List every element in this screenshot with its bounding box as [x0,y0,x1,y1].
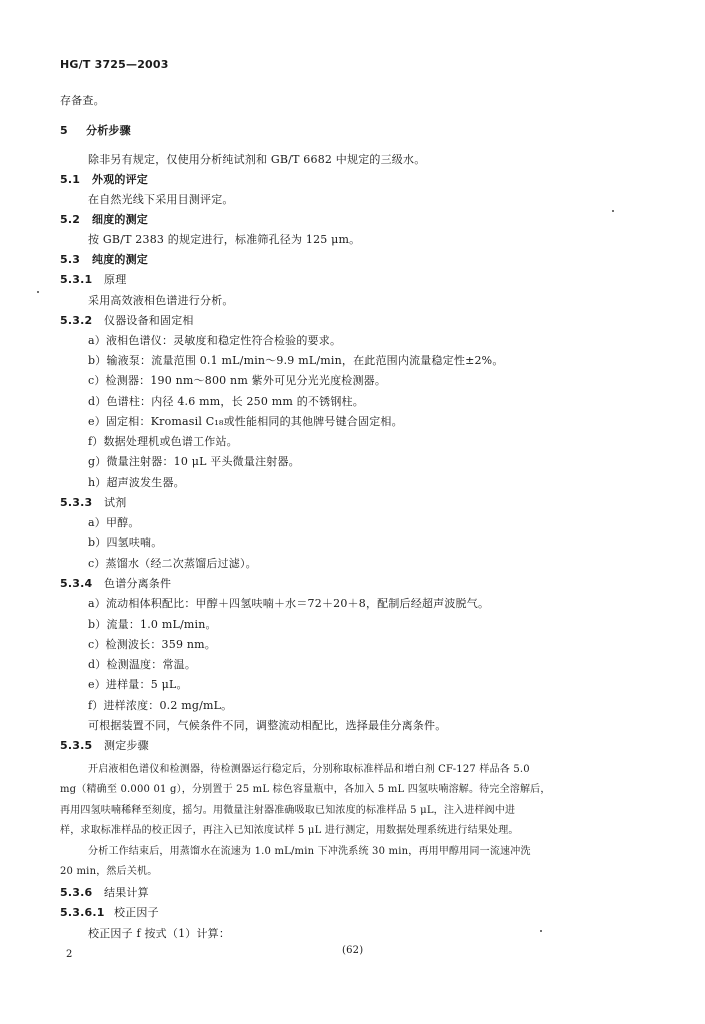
text-line: 20 min，然后关机。 [60,866,158,877]
list-item: h）超声波发生器。 [88,476,185,489]
list-item: a）甲醇。 [88,516,140,529]
list-item: b）四氢呋喃。 [88,536,163,549]
text-line: 再用四氢呋喃稀释至刻度，摇匀。用微量注射器准确吸取已知浓度的标准样品 5 μL，注入进样阀中进 [60,805,516,816]
section-title: 测定步骤 [104,739,149,752]
section-heading-5-3-2 [60,314,194,328]
scan-speck [540,930,542,932]
list-item: c）检测器：190 nm～800 nm 紫外可见分光光度检测器。 [88,374,387,387]
list-item: b）输液泵：流量范围 0.1 mL/min～9.9 mL/min，在此范围内流量稳定性±2%。 [88,354,504,367]
page-number: 2 [66,949,73,960]
text-line: mg（精确至 0.000 01 g），分别置于 25 mL 棕色容量瓶中，各加入 5 mL 四氢呋喃溶解。待完全溶解后， [60,784,551,795]
section-heading-5 [60,124,131,138]
section-heading-5-3-3 [60,496,126,510]
list-item: d）色谱柱：内径 4.6 mm，长 250 mm 的不锈钢柱。 [88,395,364,408]
text-line: 可根据装置不同，气候条件不同，调整流动相配比，选择最佳分离条件。 [88,719,447,732]
section-number: 5.3 [60,253,81,266]
text-line: 存备查。 [60,94,105,107]
list-item: b）流量：1.0 mL/min。 [88,618,217,631]
section-title: 分析步骤 [86,124,131,137]
text-line: 除非另有规定，仅使用分析纯试剂和 GB/T 6682 中规定的三级水。 [88,153,426,166]
list-item: f）数据处理机或色谱工作站。 [88,435,238,448]
section-title: 色谱分离条件 [104,577,172,590]
text-line: 开启液相色谱仪和检测器，待检测器运行稳定后，分别称取标准样品和增白剂 CF-127 样品各 5.0 [88,764,530,775]
section-heading-5-3-6-1 [60,906,159,920]
list-item: e）固定相：Kromasil C₁₈或性能相同的其他牌号键合固定相。 [88,415,403,428]
list-item: d）检测温度：常温。 [88,658,197,671]
scan-speck [37,291,39,293]
text-line: 在自然光线下采用目测评定。 [88,193,234,206]
section-number: 5.3.2 [60,314,93,327]
section-heading-5-3-6 [60,886,149,900]
list-item: c）检测波长：359 nm。 [88,638,216,651]
section-number: 5.3.6 [60,886,93,899]
text-line: 样，求取标准样品的校正因子，再注入已知浓度试样 5 μL 进行测定，用数据处理系统进行结果处理。 [60,825,519,836]
section-heading-5-2 [60,213,148,227]
section-number: 5.3.3 [60,496,93,509]
text-line: 按 GB/T 2383 的规定进行，标准筛孔径为 125 μm。 [88,233,361,246]
list-item: g）微量注射器：10 μL 平头微量注射器。 [88,455,300,468]
section-title: 校正因子 [114,906,159,919]
section-number: 5.3.1 [60,273,93,286]
document-code-header: HG/T 3725—2003 [60,58,169,71]
text-line: 分析工作结束后，用蒸馏水在流速为 1.0 mL/min 下冲洗系统 30 min，再用甲醇用同一流速冲洗 [88,846,531,857]
section-heading-5-3-1 [60,273,126,287]
section-title: 原理 [104,273,127,286]
scan-speck [612,210,614,212]
section-number: 5.2 [60,213,81,226]
section-title: 试剂 [104,496,127,509]
section-number: 5 [60,124,68,137]
section-title: 仪器设备和固定相 [104,314,194,327]
list-item: f）进样浓度：0.2 mg/mL。 [88,699,233,712]
section-heading-5-3-4 [60,577,171,591]
section-title: 结果计算 [104,886,149,899]
section-title: 纯度的测定 [92,253,148,266]
list-item: a）液相色谱仪：灵敏度和稳定性符合检验的要求。 [88,334,342,347]
section-number: 5.3.6.1 [60,906,105,919]
text-line: 校正因子 f 按式（1）计算： [88,927,231,940]
section-number: 5.3.5 [60,739,93,752]
list-item: a）流动相体积配比：甲醇＋四氢呋喃＋水＝72＋20＋8，配制后经超声波脱气。 [88,597,490,610]
page-footer-mark: (62) [342,945,364,956]
section-heading-5-3-5 [60,739,149,753]
section-heading-5-3 [60,253,148,267]
section-number: 5.1 [60,173,81,186]
section-heading-5-1 [60,173,148,187]
section-title: 外观的评定 [92,173,148,186]
section-number: 5.3.4 [60,577,93,590]
section-title: 细度的测定 [92,213,148,226]
list-item: e）进样量：5 μL。 [88,678,188,691]
list-item: c）蒸馏水（经二次蒸馏后过滤）。 [88,557,257,570]
text-line: 采用高效液相色谱进行分析。 [88,294,234,307]
